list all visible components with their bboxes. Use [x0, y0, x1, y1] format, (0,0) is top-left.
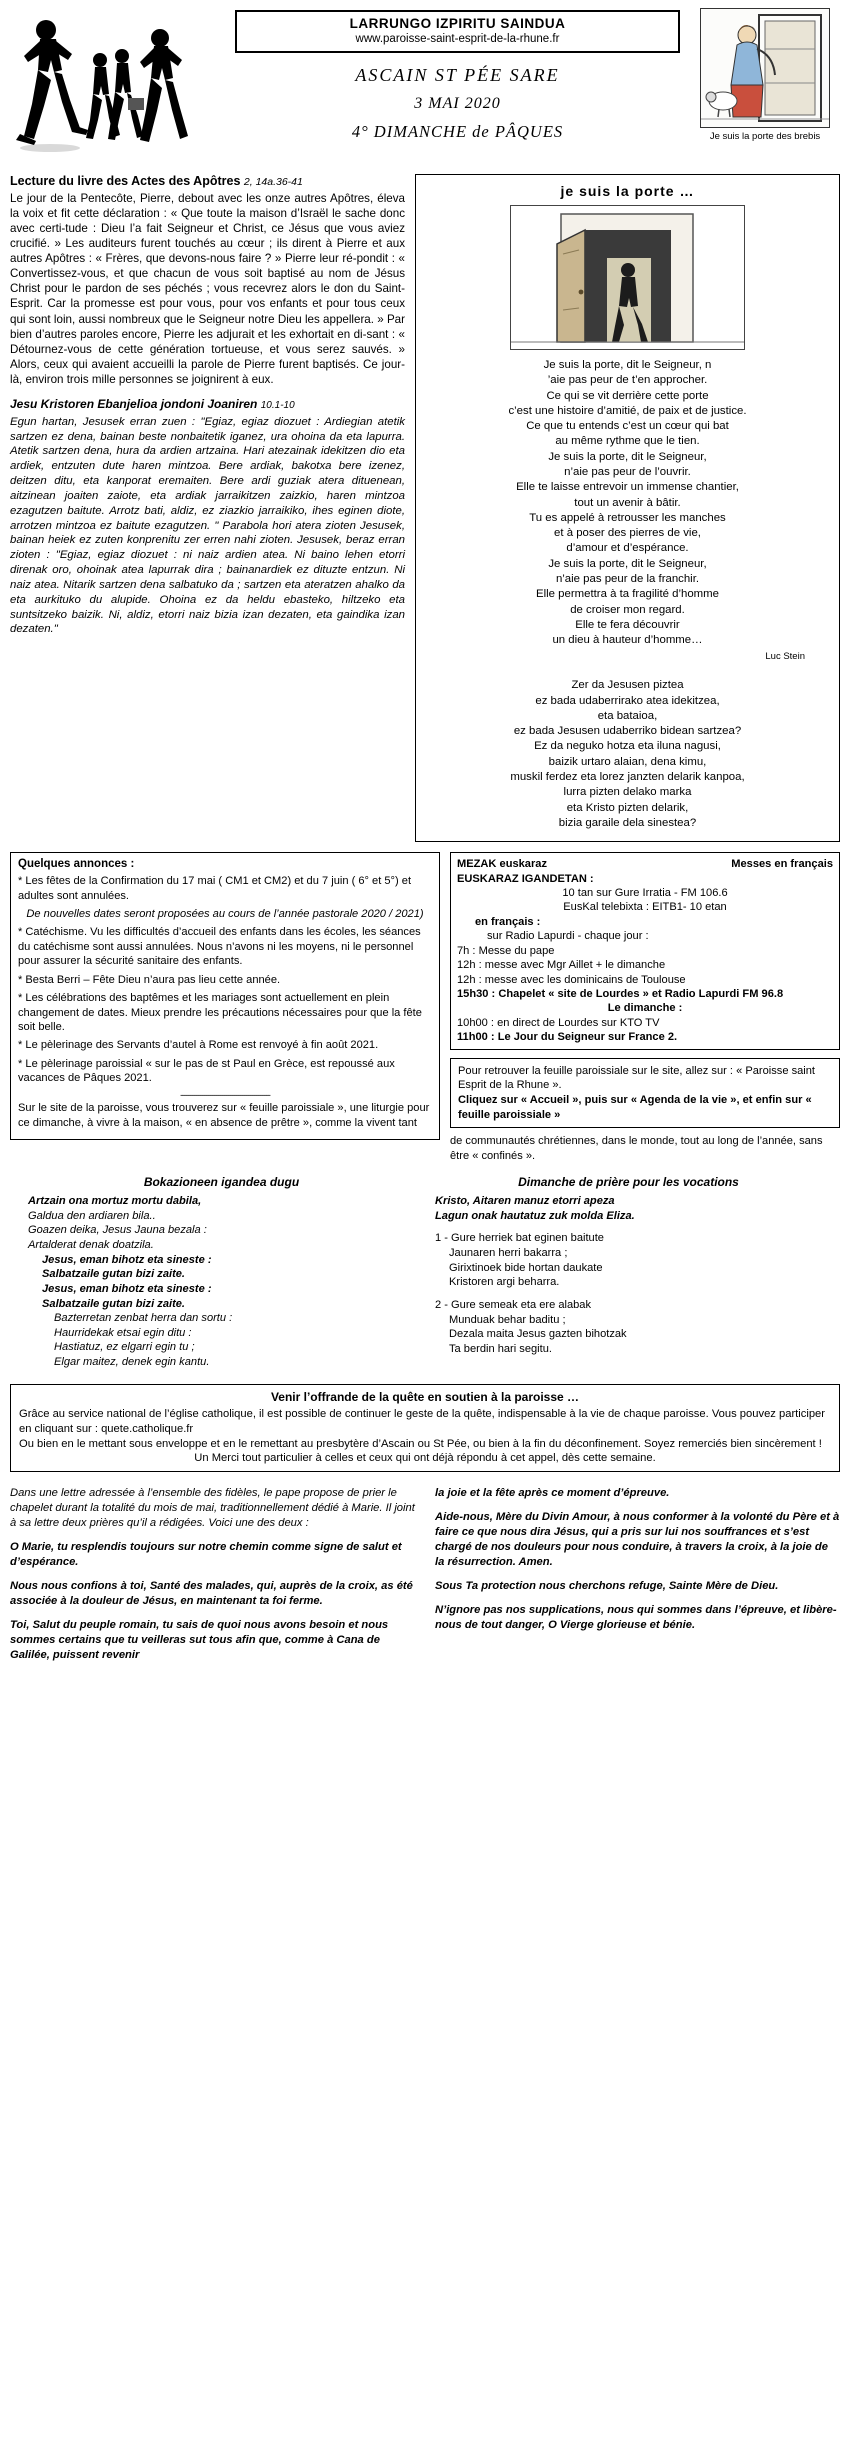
hymn-line: Jesus, eman bihotz eta sineste :: [42, 1253, 212, 1266]
vocations-french-body: [435, 1194, 822, 1356]
parish-website[interactable]: www.paroisse-saint-esprit-de-la-rhune.fr: [355, 33, 560, 45]
villages-line: ASCAIN ST PÉE SARE: [355, 65, 560, 85]
gospel-basque-text: Egun hartan, Jesusek erran zuen : "Egiaz, egiaz diozuet : Ardiegian atetik sartzen ez dena, bainan beste nonbaitetik iganez, ura ohoina da eta lapurra. Atetik sartzen dena, hura da ardien artzaina. Hari atezainak idekitzen dio eta ardiek, entzuten dute haren mintzoa. Bere ardiak, bakotxa bere izenez, deitzen ditu, eta kanporat eremaiten. Bere ardi guziak atera dituenean, aitzinean joaiten zaiote, eta ardiak jarraikitzen zaizkio, haren mintzoa ezagutzen baitute. Arrotz bati, aldiz, ez ziazkio jarraikiko, ihes eginen diote, arrotzen mintzoa ez baitute ezagutzen. " Parabola hori atera zioten Jesusek, bainan heiek ez zuten konprenitu zer erren nahi zioten. Jesusek, beraz erran zioten : "Egiaz, egiaz diozuet : ni naiz ardien atea. Ni baino lehen etorri direnak oro, ohoinak atea lapurrak dira ; bainanardiek ez dituzte entzun. Ni naiz atea. Nitarik sartzen dena salbatuko da ; sartzen eta ateratzen ahalko da eta aurkituko du alupide. Ohoina ez da heldu ebasteko, hiltzeko eta suntsitzeko baizik. Ni, aldiz, etorri naiz bizia izan dezaten, eta gaindika izan dezaten.": [10, 415, 405, 636]
poem-line: Tu es appelé à retrousser les manches: [529, 511, 726, 524]
poem-line: Elle te fera découvrir: [575, 618, 680, 631]
door-illustration-icon: [511, 206, 744, 349]
poem-line: de croiser mon regard.: [570, 603, 685, 616]
poem-line: Ce que tu entends c’est un cœur qui bat: [526, 420, 729, 433]
prayer-left-column: [10, 1486, 415, 1672]
announcements-spill-text: de communautés chrétiennes, dans le monde, tout au long de l’année, sans être « confinés ».: [450, 1135, 823, 1162]
announcement-item: * Les célébrations des baptêmes et les mariages sont actuellement en plein changement de dates. Mieux prendre les précautions nécessaires pour que la fête soit belle.: [18, 992, 422, 1033]
hymn-line: Salbatzaile gutan bizi zaite.: [42, 1268, 186, 1281]
shepherd-door-icon: [701, 9, 829, 127]
announcements-title: Quelques annonces :: [18, 858, 135, 871]
hymn-line: Ta berdin hari segitu.: [449, 1342, 552, 1355]
basque-poem-line: Zer da Jesusen piztea: [571, 679, 684, 692]
announcements-footer: Sur le site de la paroisse, vous trouverez sur « feuille paroissiale », une liturgie pour ce dimanche, à vivre à la maison, « en absence de prêtre », comme la vivent tant: [18, 1102, 430, 1129]
mass-line: 15h30 : Chapelet « site de Lourdes » et Radio Lapurdi FM 96.8: [457, 987, 784, 1000]
divider: ---------------------------------------------: [180, 1089, 270, 1100]
mass-header-basque: MEZAK euskaraz: [457, 858, 548, 871]
poem-line: Je suis la porte, dit le Seigneur,: [548, 450, 707, 463]
pope-prayer-section: [10, 1486, 840, 1672]
basque-poem-line: bizia garaile dela sinestea?: [558, 816, 697, 829]
first-reading-reference: 2, 14a.36-41: [243, 176, 303, 188]
vocations-basque-body: [28, 1194, 415, 1370]
vocations-french-title: Dimanche de prière pour les vocations: [518, 1175, 739, 1190]
gospel-basque-reference: 10.1-10: [260, 399, 295, 411]
announcement-item: * Besta Berri – Fête Dieu n’aura pas lieu cette année.: [18, 973, 281, 986]
good-shepherd-illustration: [700, 8, 830, 128]
prayer-paragraph: O Marie, tu resplendis toujours sur notre chemin comme signe de salut et d’espérance.: [10, 1541, 402, 1569]
masses-column: [450, 852, 840, 1163]
mass-line: 12h : messe avec les dominicains de Toulouse: [457, 973, 686, 986]
hymn-line: Girixtinoek bide hortan daukate: [449, 1261, 603, 1274]
collection-line[interactable]: Grâce au service national de l’église catholique, il est possible de continuer le geste de la quête, indispensable à la vie de chaque paroisse. Vous pouvez participer en cliquant sur : quete.catholique.fr: [19, 1407, 826, 1435]
header-center: [231, 8, 684, 142]
poem-author: Luc Stein: [765, 651, 805, 663]
announcement-item: * Le pèlerinage paroissial « sur le pas de st Paul en Grèce, est repoussé aux vacances de Pâques 2021.: [18, 1057, 395, 1085]
hymn-line: Galdua den ardiaren bila..: [28, 1209, 156, 1222]
hymn-line: Dezala maita Jesus gazten bihotzak: [449, 1328, 627, 1341]
hymn-line: 1 - Gure herriek bat eginen baitute: [435, 1232, 604, 1245]
basque-poem: [424, 678, 831, 831]
prayer-paragraph: N’ignore pas nos supplications, nous qui sommes dans l’épreuve, et libère-nous de tout danger, O Vierge glorieuse et bénie.: [435, 1604, 837, 1632]
liturgical-day: 4° DIMANCHE de PÂQUES: [351, 122, 564, 141]
mass-line: EUSKARAZ IGANDETAN :: [457, 872, 594, 885]
parish-title-box: [235, 10, 680, 53]
collection-appeal-box: [10, 1384, 840, 1473]
poem-line: Je suis la porte, dit le Seigneur,: [548, 557, 707, 570]
silhouette-group-icon: [10, 8, 225, 158]
hymn-line: Kristo, Aitaren manuz etorri apeza: [435, 1195, 615, 1208]
vocations-french-column: [435, 1175, 822, 1370]
mass-line: 7h : Messe du pape: [457, 944, 555, 957]
collection-appeal-title: Venir l’offrande de la quête en soutien à la paroisse …: [270, 1389, 580, 1404]
poem-line: Elle permettra à ta fragilité d’homme: [536, 588, 719, 601]
hymn-line: Kristoren argi beharra.: [449, 1276, 560, 1289]
open-door-illustration: [510, 205, 745, 350]
poem-line: c’est une histoire d’amitié, de paix et de justice.: [508, 404, 747, 417]
poem-line: Ce qui se vit derrière cette porte: [546, 389, 709, 402]
poem-line: d’amour et d’espérance.: [566, 542, 689, 555]
mass-line: 10 tan sur Gure Irratia - FM 106.6: [562, 887, 728, 899]
hymn-line: 2 - Gure semeak eta ere alabak: [435, 1298, 592, 1311]
poem-line: Elle te laisse entrevoir un immense chantier,: [516, 481, 739, 494]
hymn-line: Munduak behar baditu ;: [449, 1313, 566, 1326]
prayer-intro: Dans une lettre adressée à l’ensemble des fidèles, le pape propose de prier le chapelet durant la totalité du mois de mai, traditionnellement dédié à Marie. Il joint à sa lettre deux prières qu’il a rédigées. Voici une des deux :: [10, 1487, 415, 1530]
announcements-box: [10, 852, 440, 1140]
hymn-line: Hastiatuz, ez elgarri egin tu ;: [54, 1341, 195, 1354]
meditation-column: [415, 174, 840, 842]
poem-line: tout un avenir à bâtir.: [574, 496, 681, 509]
prayer-paragraph: Aide-nous, Mère du Divin Amour, à nous conformer à la volonté du Père et à faire ce que nous dira Jésus, qui a pris sur lui nos souffrances et s’est chargé de nos douleurs pour nous conduire, à travers la croix, à la joie de la résurrection. Amen.: [435, 1511, 840, 1569]
walking-figures-illustration: [10, 8, 225, 158]
basque-poem-line: eta Kristo pizten delarik,: [566, 801, 689, 814]
poem-line: n’aie pas peur de l’ouvrir.: [564, 465, 691, 478]
first-reading-heading: [10, 174, 405, 188]
hymn-line: Jaunaren herri bakarra ;: [449, 1246, 568, 1259]
poem-line: un dieu à hauteur d’homme…: [552, 634, 703, 647]
prayer-paragraph: Sous Ta protection nous cherchons refuge, Sainte Mère de Dieu.: [435, 1580, 779, 1593]
basque-poem-line: muskil ferdez eta lorez janzten delarik kanpoa,: [510, 771, 745, 784]
website-instructions-box: [450, 1058, 840, 1129]
mass-line: en français :: [475, 915, 541, 928]
mass-line: Le dimanche :: [607, 1002, 683, 1015]
basque-poem-line: ez bada Jesusen udaberriko bidean sartzea?: [513, 725, 742, 738]
mass-header-french: Messes en français: [731, 858, 833, 871]
mass-line: EusKal telebixta : EITB1- 10 etan: [563, 901, 727, 914]
hymn-line: Bazterretan zenbat herra dan sortu :: [54, 1312, 233, 1325]
hymn-line: Salbatzaile gutan bizi zaite.: [42, 1297, 186, 1310]
mass-line: 12h : messe avec Mgr Aillet + le dimanche: [457, 959, 666, 972]
announcement-item: * Les fêtes de la Confirmation du 17 mai ( CM1 et CM2) et du 7 juin ( 6° et 5°) et adultes sont annulées.: [18, 875, 412, 902]
mass-schedule-box: [450, 852, 840, 1049]
website-instruction-line: Cliquez sur « Accueil », puis sur « Agenda de la vie », et enfin sur « feuille paroissiale »: [458, 1093, 812, 1121]
vocations-row: [10, 1175, 840, 1370]
poem-line: et à poser des pierres de vie,: [554, 527, 701, 540]
mass-line: sur Radio Lapurdi - chaque jour :: [487, 930, 649, 943]
basque-poem-line: eta bataioa,: [597, 709, 658, 722]
gospel-basque-title: Jesu Kristoren Ebanjelioa jondoni Joaniren: [10, 396, 258, 411]
website-instruction-line: Pour retrouver la feuille paroissiale sur le site, allez sur : « Paroisse saint Esprit de la Rhune ».: [458, 1064, 816, 1092]
door-poem: [424, 358, 831, 648]
hymn-line: Artzain ona mortuz mortu dabila,: [28, 1195, 202, 1208]
announcements-body: [18, 874, 432, 1130]
announcement-note: De nouvelles dates seront proposées au cours de l’année pastorale 2020 / 2021): [26, 908, 424, 920]
hymn-line: Elgar maitez, denek egin kantu.: [54, 1356, 210, 1369]
poem-line: Je suis la porte, dit le Seigneur, n: [543, 359, 712, 371]
page-header: [10, 8, 840, 168]
header-image-caption: Je suis la porte des brebis: [709, 131, 821, 142]
door-meditation-title: je suis la porte …: [560, 183, 695, 199]
parish-name: LARRUNGO IZPIRITU SAINDUA: [349, 16, 566, 31]
readings-column: [10, 174, 405, 842]
collection-line: Ou bien en le mettant sous enveloppe et en le remettant au presbytère d’Ascain ou St Pée, ou bien à la fin du déconfinement. Soyez remerciés bien sincèrement !: [19, 1437, 822, 1450]
mass-line: 11h00 : Le Jour du Seigneur sur France 2.: [457, 1031, 678, 1044]
mass-schedule-header: [457, 857, 833, 871]
spacer: [435, 1290, 822, 1298]
hymn-line: Artalderat denak doatzila.: [28, 1238, 154, 1251]
announcement-item: * Catéchisme. Vu les difficultés d’accueil des enfants dans les écoles, les séances du catéchisme sont aussi annulées. Nous n’avons ni les moyens, ni le personnel pour assurer la sécurité sanitaire des enfants.: [18, 926, 421, 968]
poem-line: ’aie pas peur de t’en approcher.: [547, 374, 708, 387]
collection-line: Un Merci tout particulier à celles et ceux qui ont déjà répondu à cet appel, dès cette semaine.: [194, 1452, 656, 1465]
announcement-item: * Le pèlerinage des Servants d’autel à Rome est renvoyé à fin août 2021.: [18, 1039, 379, 1052]
main-columns: [10, 174, 840, 842]
hymn-line: Jesus, eman bihotz eta sineste :: [42, 1282, 212, 1295]
issue-date: 3 MAI 2020: [414, 95, 501, 112]
hymn-line: Haurridekak etsai egin ditu :: [54, 1326, 192, 1339]
header-illustration-block: [690, 8, 840, 142]
prayer-paragraph: Toi, Salut du peuple romain, tu sais de quoi nous avons besoin et nous sommes certains que tu veilleras sut tous afin que, comme à Cana de Galilée, puissent revenir: [10, 1619, 389, 1662]
poem-line: n’aie pas peur de la franchir.: [555, 572, 700, 585]
basque-poem-line: ez bada udaberrirako atea idekitzea,: [535, 694, 720, 707]
prayer-paragraph: Nous nous confions à toi, Santé des malades, qui, auprès de la croix, as été associée à la douleur de Jésus, en maintenant ta foi ferme.: [10, 1580, 413, 1608]
announcements-row: [10, 852, 840, 1163]
door-meditation-box: [415, 174, 840, 842]
first-reading-title: Lecture du livre des Actes des Apôtres: [10, 174, 241, 188]
basque-poem-line: Ez da neguko hotza eta iluna nagusi,: [534, 740, 721, 753]
hymn-line: Lagun onak hautatuz zuk molda Eliza.: [435, 1209, 635, 1222]
hymn-line: Goazen deika, Jesus Jauna bezala :: [28, 1224, 207, 1237]
basque-poem-line: lurra pizten delako marka: [563, 786, 692, 799]
gospel-basque-heading: [10, 397, 405, 411]
vocations-basque-column: [28, 1175, 415, 1370]
poem-line: au même rythme que le tien.: [555, 435, 700, 448]
mass-line: 10h00 : en direct de Lourdes sur KTO TV: [457, 1016, 660, 1029]
first-reading-text: Le jour de la Pentecôte, Pierre, debout avec les onze autres Apôtres, éleva la voix et fit cette déclaration : « Que toute la maison d’Israël le sache donc avec certi-tude : Dieu l’a fait Seigneur et Christ, ce Jésus que vous aviez crucifié. » Les auditeurs furent touchés au cœur ; ils dirent à Pierre et aux autres Apôtres : « Frères, que devons-nous faire ? » Pierre leur ré-pondit : « Convertissez-vous, et que chacun de vous soit baptisé au nom de Jésus Christ pour le pardon de ses péchés ; vous recevrez alors le don du Saint-Esprit. Car la promesse est pour vous, pour vos enfants et pour tous ceux qui sont loin, aussi nombreux que le Seigneur notre Dieu les appellera. » Par bien d’autres paroles encore, Pierre les adjurait et les exhortait en di-sant : « Détournez-vous de cette génération tortueuse, et vous serez sauvés. » Alors, ceux qui avaient accueilli la parole de Pierre furent baptisés. Ce jour-là, environ trois mille personnes se joignirent à eux.: [10, 192, 405, 386]
collection-appeal-body: [19, 1407, 831, 1467]
basque-poem-line: baizik urtaro alaian, dena kimu,: [548, 755, 707, 768]
prayer-paragraph: la joie et la fête après ce moment d’épreuve.: [435, 1487, 670, 1500]
prayer-right-column: [435, 1486, 840, 1672]
spacer: [435, 1223, 822, 1231]
vocations-basque-title: Bokazioneen igandea dugu: [143, 1175, 300, 1190]
